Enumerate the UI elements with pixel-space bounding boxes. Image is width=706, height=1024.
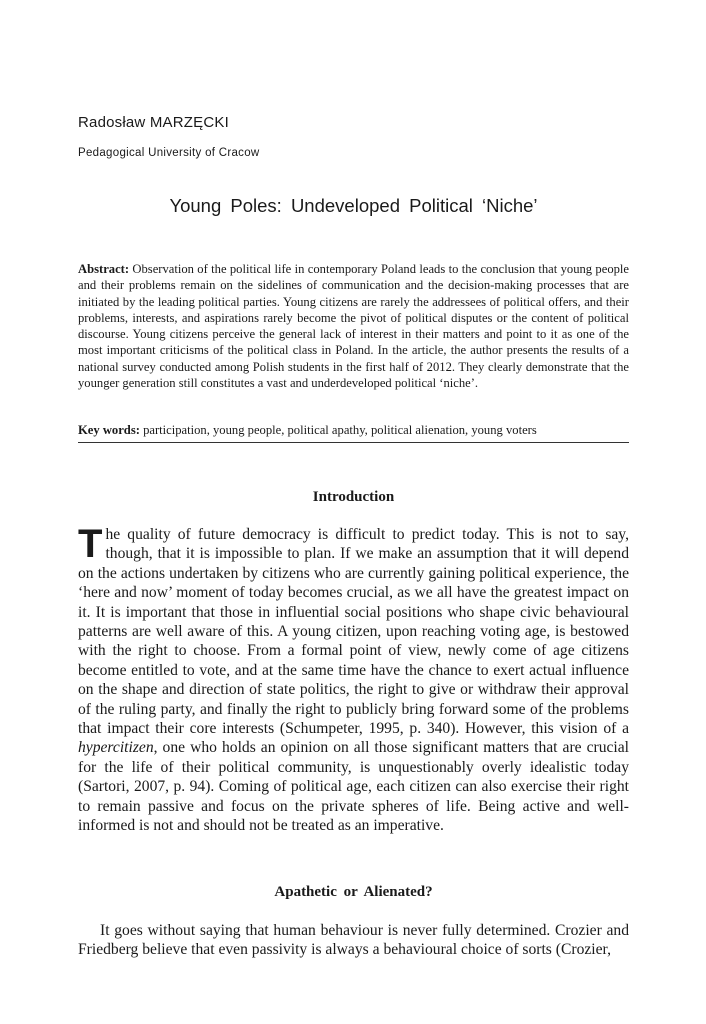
apathetic-heading: Apathetic or Alienated? — [274, 884, 433, 900]
abstract-label: Abstract: — [78, 262, 130, 276]
introduction-paragraph — [78, 522, 629, 836]
author-affiliation: Pedagogical University of Cracow — [78, 147, 260, 159]
introduction-text-part-2: , one who holds an opinion on all those significant matters that are crucial for the life of their political community, is unquestionably overly idealistic today (Sartori, 2007, p. 94). Coming of political age, each citizen can also exercise their right to remain passive and focus on the private spheres of life. Being active and well-informed is not and should not be treated as an imperative. — [78, 739, 629, 835]
introduction-heading: Introduction — [312, 489, 395, 505]
paper-title: Young Poles: Undeveloped Political ‘Niche’ — [169, 195, 538, 216]
author-name: Radosław MARZĘCKI — [78, 114, 229, 131]
abstract — [78, 261, 629, 391]
section-divider — [78, 442, 629, 443]
hypercitizen-term: hypercitizen — [78, 739, 154, 757]
keywords-text: participation, young people, political apathy, political alienation, young voters — [139, 423, 537, 437]
keywords-label: Key words: — [78, 423, 140, 437]
drop-cap: T — [78, 522, 103, 566]
introduction-text-part-1: he quality of future democracy is difficult to predict today. This is not to say, though, that it is impossible to plan. If we make an assumption that it will depend on the actions undertaken by citizens who are currently gaining political experience, the ‘here and now’ moment of today becomes crucial, as we all have the greatest impact on it. It is important that those in influential social positions who shape civic behavioural patterns are well aware of this. A young citizen, upon reaching voting age, is bestowed with the right to choose. From a formal point of view, newly come of age citizens become entitled to vote, and at the same time have the chance to exert actual influence on the shape and direction of state politics, the right to give or withdraw their approval of the ruling party, and finally the right to publicly bring forward some of the problems that impact their core interests (Schumpeter, 1995, p. 340). However, this vision of a — [78, 526, 629, 738]
abstract-text: Observation of the political life in contemporary Poland leads to the conclusion that young people and their problems remain on the sidelines of communication and the decision-making processes that are initiated by the leading political parties. Young citizens are rarely the addressees of political offers, and their problems, interests, and aspirations rarely become the pivot of political disputes or the content of political discourse. Young citizens perceive the general lack of interest in their matters and point to it as one of the most important criticisms of the political class in Poland. In the article, the author presents the results of a national survey conducted among Polish students in the first half of 2012. They clearly demonstrate that the younger generation still constitutes a vast and underdeveloped political ‘niche’. — [78, 262, 629, 391]
keywords — [78, 422, 629, 438]
apathetic-paragraph: It goes without saying that human behaviour is never fully determined. Crozier and Friedberg believe that even passivity is always a behavioural choice of sorts (Crozier, — [78, 922, 629, 959]
